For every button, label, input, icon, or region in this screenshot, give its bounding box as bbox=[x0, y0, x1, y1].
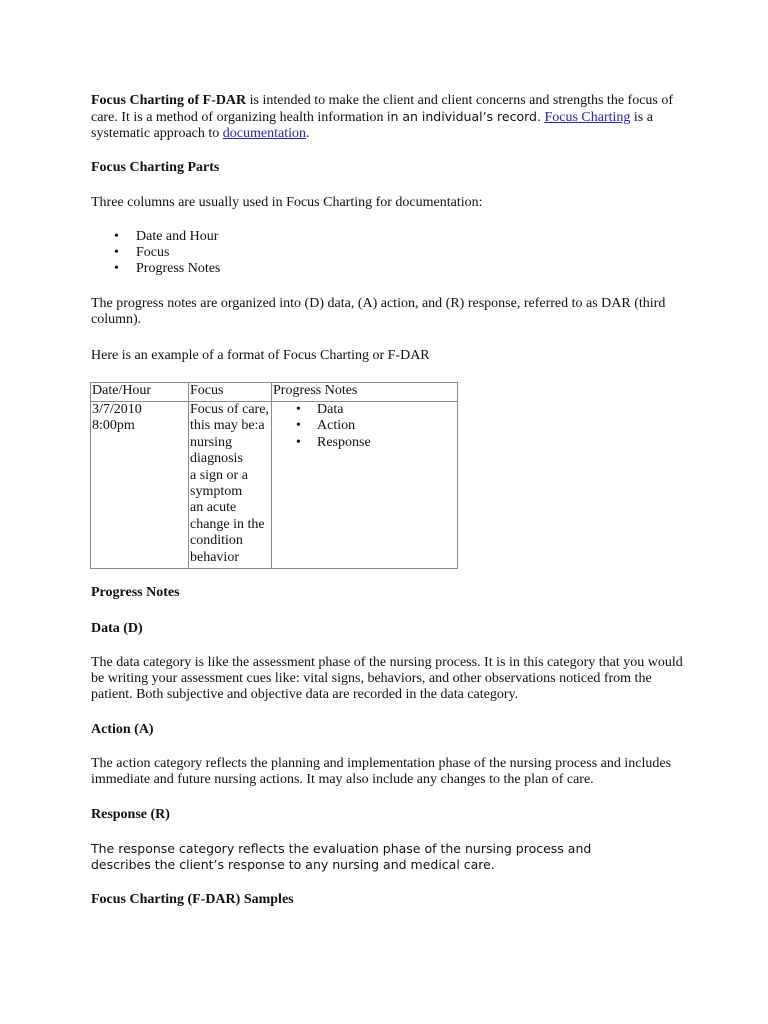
response-heading: Response (R) bbox=[91, 807, 170, 822]
list-item: • Response bbox=[273, 435, 457, 451]
data-paragraph: The data category is like the assessment phase of the nursing process. It is in this category that you would be writing your assessment cues like: vital signs, behaviors, and other observations noticed from the patient. Both subjective and objective data are recorded in the data category. bbox=[91, 655, 683, 702]
columns-list bbox=[90, 229, 680, 277]
cell-date: 3/7/2010 bbox=[92, 402, 142, 417]
list-item: • Data bbox=[273, 402, 457, 418]
cell-progress-notes bbox=[272, 402, 458, 569]
action-heading: Action (A) bbox=[91, 722, 154, 737]
parts-heading: Focus Charting Parts bbox=[91, 160, 220, 175]
header-progress-notes: Progress Notes bbox=[272, 383, 458, 402]
columns-intro: Three columns are usually used in Focus Charting for documentation: bbox=[91, 195, 483, 210]
intro-bold-term: Focus Charting of F-DAR bbox=[91, 93, 247, 108]
list-item: • Progress Notes bbox=[90, 261, 680, 277]
header-focus: Focus bbox=[189, 383, 272, 402]
intro-text-2: in an individual’s record. bbox=[386, 109, 541, 124]
list-item: • Action bbox=[273, 418, 457, 434]
dar-note: The progress notes are organized into (D) data, (A) action, and (R) response, referred to as DAR (third column). bbox=[91, 296, 666, 327]
response-paragraph: The response category reflects the evaluation phase of the nursing process and describes the client’s response to any nursing and medical care. bbox=[91, 841, 592, 872]
table-row bbox=[91, 402, 458, 569]
intro-paragraph: Focus Charting of F-DAR is intended to make the client and client concerns and strengths the focus of care. It is a method of organizing health information in an individual’s record. Focus Charting is a systematic approach to documentation. bbox=[91, 93, 674, 141]
fdar-table bbox=[90, 382, 458, 569]
samples-heading: Focus Charting (F-DAR) Samples bbox=[91, 892, 294, 907]
progress-heading: Progress Notes bbox=[91, 585, 180, 600]
notes-list bbox=[273, 402, 457, 451]
example-intro: Here is an example of a format of Focus Charting or F-DAR bbox=[91, 348, 430, 363]
data-heading: Data (D) bbox=[91, 621, 143, 636]
list-item: • Date and Hour bbox=[90, 229, 680, 245]
table-header-row bbox=[91, 383, 458, 402]
cell-time: 8:00pm bbox=[92, 418, 135, 434]
intro-text-1: is intended to make the client and client concerns and strengths the focus of care. It is a method of organizing health information bbox=[91, 93, 674, 125]
list-item: • Focus bbox=[90, 245, 680, 261]
header-date-hour: Date/Hour bbox=[91, 383, 189, 402]
documentation-link[interactable]: documentation bbox=[222, 126, 306, 141]
action-paragraph: The action category reflects the planning and implementation phase of the nursing process and includes immediate and future nursing actions. It may also include any changes to the plan of care. bbox=[91, 756, 672, 787]
cell-date-hour bbox=[91, 402, 189, 569]
cell-focus: Focus of care, this may be:a nursing diagnosis a sign or a symptom an acute change in the condition behavior bbox=[189, 402, 272, 569]
intro-text-3: is a systematic approach to bbox=[91, 110, 653, 141]
focus-charting-link[interactable]: Focus Charting bbox=[544, 110, 631, 125]
